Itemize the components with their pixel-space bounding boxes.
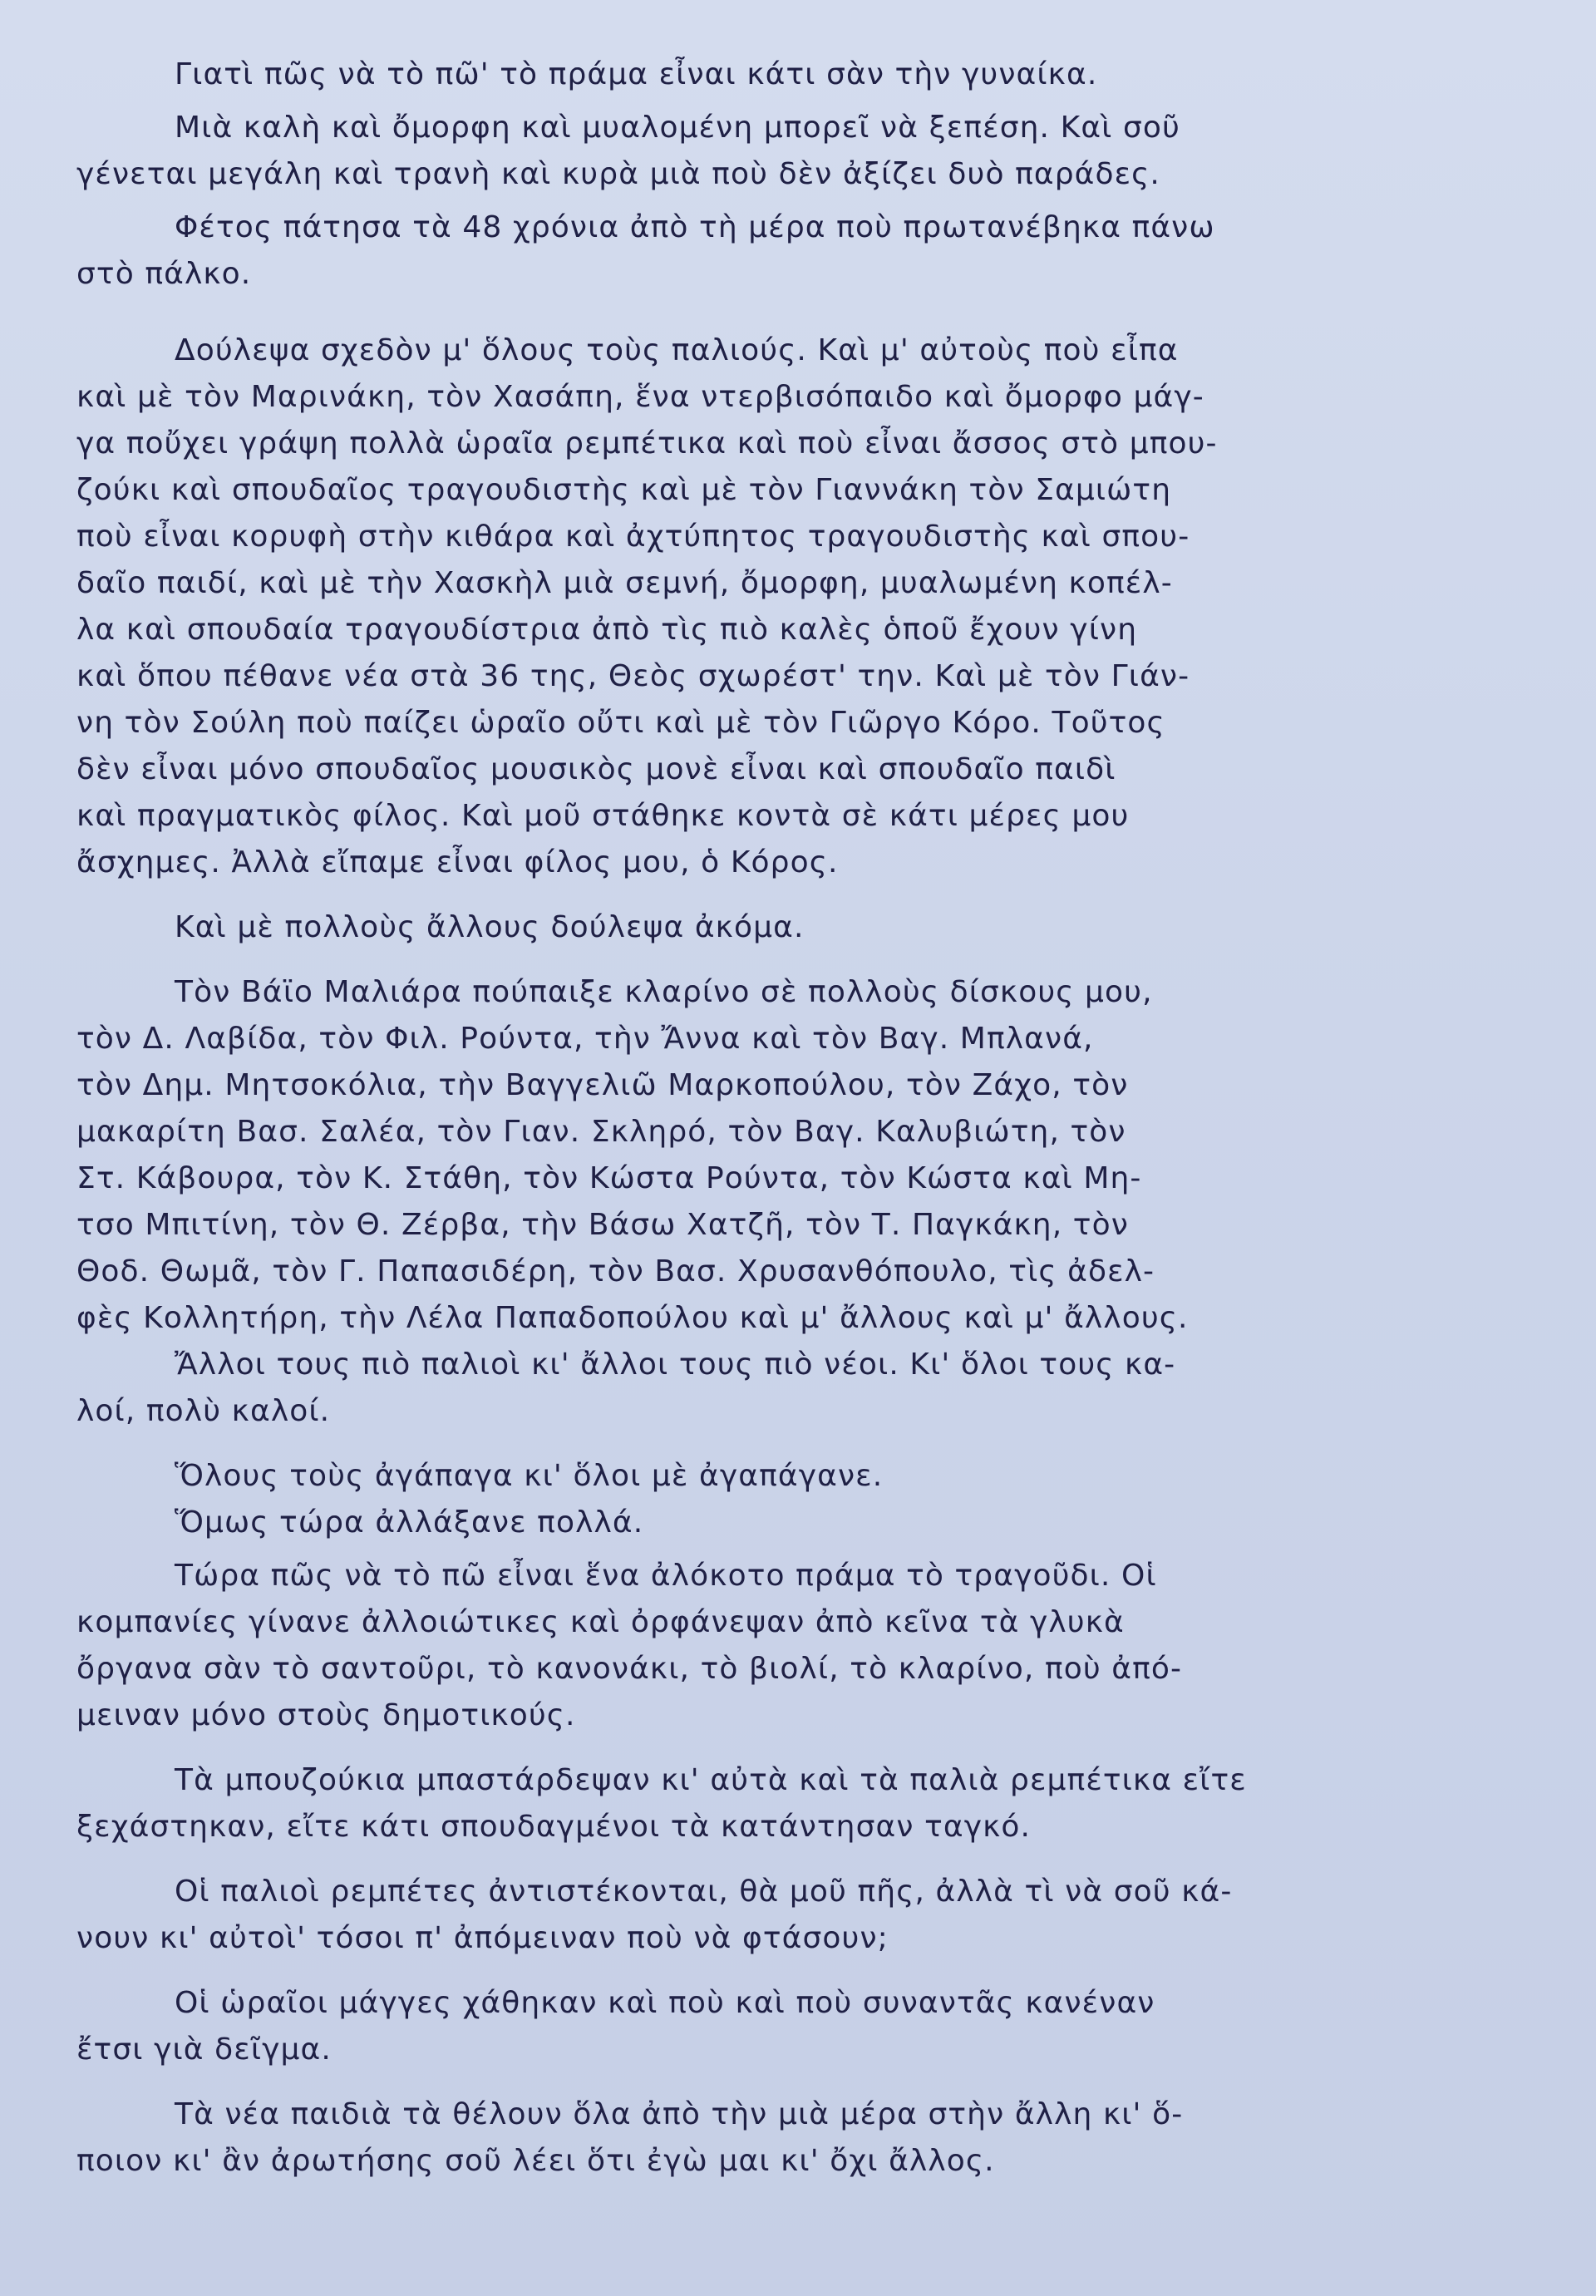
text-line: Στ. Κάβουρα, τὸν Κ. Στάθη, τὸν Κώστα Ρούντα, τὸν Κώστα καὶ Μη-: [76, 1161, 1142, 1195]
text-line: στὸ πάλκο.: [76, 257, 252, 291]
text-line: ζούκι καὶ σπουδαῖος τραγουδιστὴς καὶ μὲ τὸν Γιαννάκη τὸν Σαμιώτη: [76, 473, 1172, 507]
text-line: λοί, πολὺ καλοί.: [76, 1394, 331, 1428]
text-line: καὶ ὅπου πέθανε νέα στὰ 36 της, Θεὸς σχωρέστ' την. Καὶ μὲ τὸν Γιάν-: [76, 659, 1190, 693]
text-line: καὶ μὲ τὸν Μαρινάκη, τὸν Χασάπη, ἕνα ντερβισόπαιδο καὶ ὄμορφο μάγ-: [76, 380, 1204, 414]
text-line: Μιὰ καλὴ καὶ ὄμορφη καὶ μυαλομένη μπορεῖ νὰ ξεπέση. Καὶ σοῦ: [175, 111, 1180, 145]
text-line: Ὅμως τώρα ἀλλάξανε πολλά.: [175, 1505, 644, 1540]
text-line: Οἱ ὡραῖοι μάγγες χάθηκαν καὶ ποὺ καὶ ποὺ συναντᾶς κανέναν: [175, 1986, 1155, 2020]
text-line: Γιατὶ πῶς νὰ τὸ πῶ' τὸ πράμα εἶναι κάτι σὰν τὴν γυναίκα.: [175, 57, 1098, 91]
paragraph-4: [76, 328, 1538, 886]
text-line: Ἄλλοι τους πιὸ παλιοὶ κι' ἄλλοι τους πιὸ νέοι. Κι' ὅλοι τους κα-: [175, 1348, 1176, 1382]
text-line: κομπανίες γίνανε ἀλλοιώτικες καὶ ὀρφάνεψαν ἀπὸ κεῖνα τὰ γλυκὰ: [76, 1605, 1125, 1639]
paragraph-3: [76, 204, 1538, 298]
text-line: Δούλεψα σχεδὸν μ' ὅλους τοὺς παλιούς. Καὶ μ' αὐτοὺς ποὺ εἶπα: [175, 333, 1179, 367]
text-line: δαῖο παιδί, καὶ μὲ τὴν Χασκὴλ μιὰ σεμνή, ὄμορφη, μυαλωμένη κοπέλ-: [76, 566, 1173, 600]
text-line: φὲς Κολλητήρη, τὴν Λέλα Παπαδοπούλου καὶ μ' ἄλλους καὶ μ' ἄλλους.: [76, 1301, 1189, 1335]
text-line: Καὶ μὲ πολλοὺς ἄλλους δούλεψα ἀκόμα.: [175, 910, 805, 944]
text-line: τσο Μπιτίνη, τὸν Θ. Ζέρβα, τὴν Βάσω Χατζῆ, τὸν Τ. Παγκάκη, τὸν: [76, 1208, 1129, 1242]
paragraph-6: [76, 969, 1538, 1342]
text-line: Τώρα πῶς νὰ τὸ πῶ εἶναι ἕνα ἀλόκοτο πράμα τὸ τραγοῦδι. Οἱ: [175, 1559, 1157, 1593]
paragraph-7: [76, 1342, 1538, 1435]
paragraph-11: [76, 1757, 1538, 1850]
text-line: καὶ πραγματικὸς φίλος. Καὶ μοῦ στάθηκε κοντὰ σὲ κάτι μέρες μου: [76, 799, 1130, 833]
text-line: ποιον κι' ἂν ἀρωτήσης σοῦ λέει ὅτι ἐγὼ μαι κι' ὄχι ἄλλος.: [76, 2144, 995, 2178]
text-line: Φέτος πάτησα τὰ 48 χρόνια ἀπὸ τὴ μέρα ποὺ πρωτανέβηκα πάνω: [175, 210, 1215, 244]
text-line: νη τὸν Σούλη ποὺ παίζει ὡραῖο οὔτι καὶ μὲ τὸν Γιῶργο Κόρο. Τοῦτος: [76, 706, 1165, 740]
text-line: ξεχάστηκαν, εἴτε κάτι σπουδαγμένοι τὰ κατάντησαν ταγκό.: [76, 1810, 1032, 1844]
text-line: γα ποὔχει γράψη πολλὰ ὡραῖα ρεμπέτικα καὶ ποὺ εἶναι ἄσσος στὸ μπου-: [76, 426, 1218, 461]
text-line: ὄργανα σὰν τὸ σαντοῦρι, τὸ κανονάκι, τὸ βιολί, τὸ κλαρίνο, ποὺ ἀπό-: [76, 1652, 1183, 1686]
text-line: λα καὶ σπουδαία τραγουδίστρια ἀπὸ τὶς πιὸ καλὲς ὁποῦ ἔχουν γίνη: [76, 613, 1138, 647]
text-line: Οἱ παλιοὶ ρεμπέτες ἀντιστέκονται, θὰ μοῦ πῆς, ἀλλὰ τὶ νὰ σοῦ κά-: [175, 1875, 1233, 1909]
text-line: Τὸν Βάϊο Μαλιάρα πούπαιξε κλαρίνο σὲ πολλοὺς δίσκους μου,: [175, 975, 1153, 1009]
text-line: Τὰ μπουζούκια μπαστάρδεψαν κι' αὐτὰ καὶ τὰ παλιὰ ρεμπέτικα εἴτε: [175, 1763, 1247, 1797]
text-line: νουν κι' αὐτοὶ' τόσοι π' ἀπόμειναν ποὺ νὰ φτάσουν;: [76, 1921, 889, 1955]
paragraph-8: [76, 1453, 1538, 1500]
paragraph-12: [76, 1869, 1538, 1962]
text-line: γένεται μεγάλη καὶ τρανὴ καὶ κυρὰ μιὰ ποὺ δὲν ἀξίζει δυὸ παράδες.: [76, 157, 1160, 191]
paragraph-10: [76, 1553, 1538, 1739]
text-line: Ὅλους τοὺς ἀγάπαγα κι' ὅλοι μὲ ἀγαπάγανε.: [175, 1459, 884, 1493]
text-line: τὸν Δημ. Μητσοκόλια, τὴν Βαγγελιῶ Μαρκοπούλου, τὸν Ζάχο, τὸν: [76, 1068, 1129, 1102]
paragraph-1: [76, 52, 1538, 98]
text-line: ἔτσι γιὰ δεῖγμα.: [76, 2032, 332, 2067]
paragraph-14: [76, 2092, 1538, 2185]
text-line: μειναν μόνο στοὺς δημοτικούς.: [76, 1698, 576, 1732]
paragraph-13: [76, 1980, 1538, 2073]
text-line: μακαρίτη Βασ. Σαλέα, τὸν Γιαν. Σκληρό, τὸν Βαγ. Καλυβιώτη, τὸν: [76, 1115, 1126, 1149]
text-line: δὲν εἶναι μόνο σπουδαῖος μουσικὸς μονὲ εἶναι καὶ σπουδαῖο παιδὶ: [76, 752, 1116, 786]
paragraph-9: [76, 1500, 1538, 1546]
text-line: τὸν Δ. Λαβίδα, τὸν Φιλ. Ρούντα, τὴν Ἄννα καὶ τὸν Βαγ. Μπλανά,: [76, 1022, 1094, 1056]
text-line: ποὺ εἶναι κορυφὴ στὴν κιθάρα καὶ ἀχτύπητος τραγουδιστὴς καὶ σπου-: [76, 520, 1190, 554]
paragraph-5: [76, 904, 1538, 951]
paragraph-2: [76, 105, 1538, 198]
text-line: Θοδ. Θωμᾶ, τὸν Γ. Παπασιδέρη, τὸν Βασ. Χρυσανθόπουλο, τὶς ἀδελ-: [76, 1254, 1155, 1288]
text-line: Τὰ νέα παιδιὰ τὰ θέλουν ὅλα ἀπὸ τὴν μιὰ μέρα στὴν ἄλλη κι' ὅ-: [175, 2097, 1184, 2131]
text-line: ἄσχημες. Ἀλλὰ εἴπαμε εἶναι φίλος μου, ὁ Κόρος.: [76, 845, 839, 879]
